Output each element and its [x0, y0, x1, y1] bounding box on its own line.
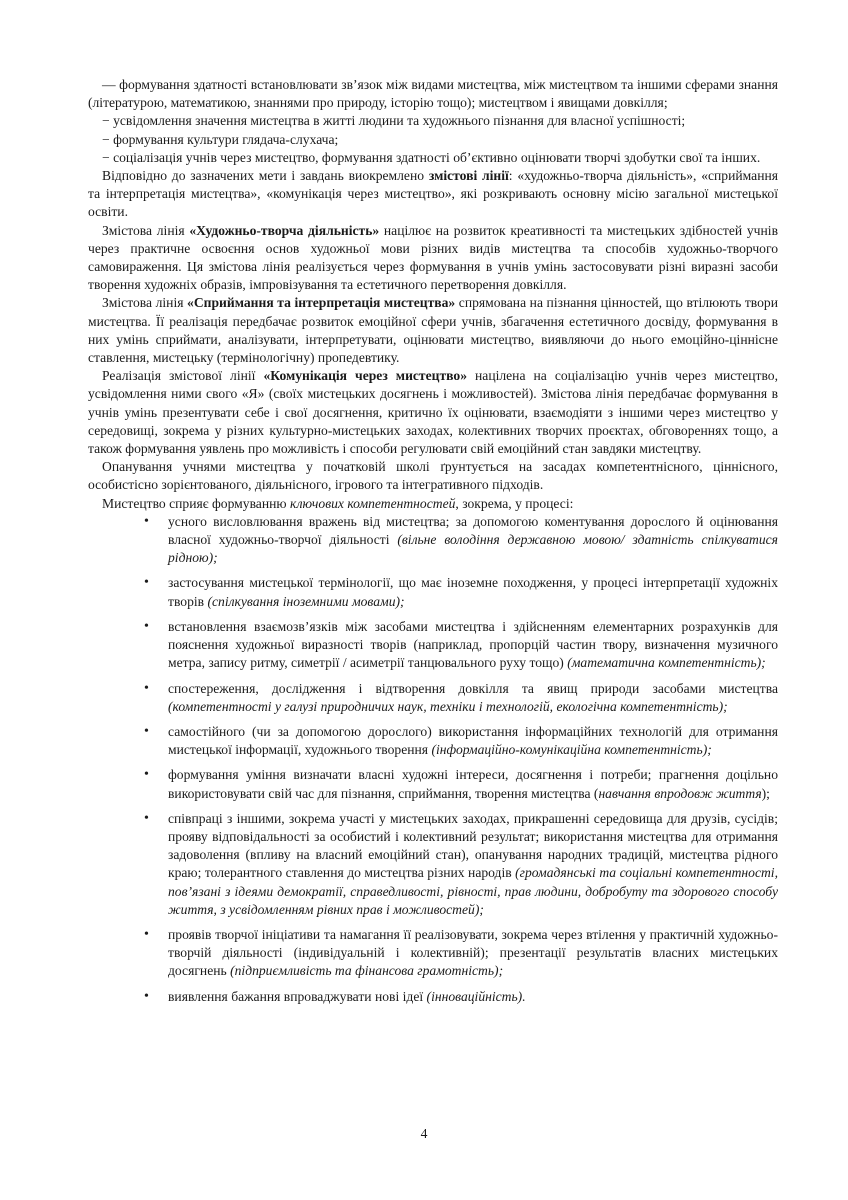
bullet-text: спостереження, дослідження і відтворення довкілля та явищ природи засобами мистецтва [168, 680, 778, 696]
text-run: націлює на розвиток креативності та мистецьких здібностей учнів через практичне освоєння основ художньої мови різних видів мистецтва та способів художньо-творчого самовираження. Ця змістова лінія реалізується через формування в учнів умінь застосовувати різні виразні засоби творення художніх образів, імпровізування та естетичного перетворення довкілля. [88, 222, 778, 293]
italic-term: ключових компетентностей [289, 495, 456, 511]
bullet-icon: • [144, 575, 149, 591]
bullet-competence: (інформаційно-комунікаційна компетентність); [431, 742, 712, 758]
text-run: Мистецтво сприяє формуванню [102, 495, 290, 511]
bullet-competence: (інноваційність). [426, 988, 526, 1004]
bullet-icon: • [144, 618, 149, 634]
bullet-competence: (вільне володіння державною мовою/ здатність спілкуватися рідною); [168, 532, 778, 566]
bold-term: «Комунікація через мистецтво» [263, 368, 467, 384]
bullet-competence: (компетентності у галузі природничих наук, техніки і технологій, екологічна компетентність); [168, 698, 728, 714]
bullet-text: усного висловлювання вражень від мистецтва; за допомогою коментування дорослого й оцінювання власної художньо-творчої діяльності [168, 513, 778, 548]
bullet-competence: (підприємливість та фінансова грамотність); [230, 963, 504, 979]
text-run: спрямована на пізнання цінностей, що втілюють твори мистецтва. Її реалізація передбачає розвиток емоційної сфери учнів, збагачення естетичного досвіду, формування в них умінь сприймати, аналізувати, інтерпретувати, оцінювати мистецтво, виявляючи до нього емоційно-ціннісне ставлення, мистецьку (термінологічну) пропедевтику. [88, 295, 778, 366]
bullet-text: встановлення взаємозв’язків між засобами мистецтва і здійсненням елементарних розрахунків для пояснення художньої виразності творів (наприклад, пропорцій частин твору, визначення музичного метра, запису ритму, симетрії / асиметрії танцювального руху тощо) [168, 618, 778, 671]
bullet-icon: • [144, 767, 149, 783]
bullet-icon: • [144, 926, 149, 942]
bullet-item [144, 810, 778, 919]
bullet-text: застосування мистецької термінології, що має іноземне походження, у процесі інтерпретації художніх творів [168, 575, 778, 609]
bullet-text: проявів творчої ініціативи та намагання її реалізовувати, зокрема через втілення у практичній художньо-творчій діяльності (індивідуальній і колективній); презентації результатів власних мистецьких досягнень [168, 926, 778, 979]
paragraph-perception [88, 294, 778, 367]
bullet-item [144, 926, 778, 981]
bullet-text: формування уміння визначати власні художні інтереси, досягнення і потреби; прагнення доцільно використовувати свій час для пізнання, сприймання, творення мистецтва ( [168, 767, 778, 801]
text-run: Реалізація змістової лінії [102, 368, 264, 384]
bold-term: змістові лінії [428, 168, 509, 184]
bullet-item [144, 766, 778, 802]
bullet-item [144, 680, 778, 716]
dash-item-3: − формування культури глядача-слухача; [102, 131, 339, 147]
text-run: націлена на соціалізацію учнів через мистецтво, усвідомлення ними свого «Я» (своїх мистецьких досягнень і можливостей). Змістова лінія передбачає формування в учнів умінь презентувати себе і свої досягнення, критично їх оцінювати, взаємодіяти з іншими через мистецтво у середовищі, зокрема у різних культурно-мистецьких заходах, колективних творчих проєктах, обговореннях тощо, а також формування уявлень про можливість і способи регулювати свій емоційний стан завдяки мистецтву. [88, 368, 778, 457]
bullet-competence: навчання впродовж життя [598, 785, 762, 801]
bullet-icon: • [144, 680, 149, 696]
bullet-icon: • [144, 988, 149, 1004]
bullet-icon: • [144, 810, 149, 826]
text-run: : «художньо-творча діяльність», «сприймання та інтерпретація мистецтва», «комунікація через мистецтво», які розкривають основну місію загальної мистецької освіти. [88, 168, 778, 220]
bold-term: «Сприймання та інтерпретація мистецтва» [187, 295, 456, 311]
bullet-item [144, 723, 778, 759]
paragraph-mastery: Опанування учнями мистецтва у початковій школі ґрунтується на засадах компетентнісного, ціннісного, особистісно зорієнтованого, діяльнісного, ігрового та інтегративного підходів. [88, 459, 778, 493]
document-page [88, 76, 778, 1013]
dash-item-4: − соціалізація учнів через мистецтво, формування здатності об’єктивно оцінювати творчі здобутки свої та інших. [102, 149, 761, 165]
paragraph-communication [88, 367, 778, 458]
bullet-competence: (громадянські та соціальні компетентності, пов’язані з ідеями демократії, справедливості, рівності, прав людини, добробуту та здорового способу життя, з усвідомленням рівних прав і можливостей); [168, 865, 778, 917]
bullet-icon: • [144, 723, 149, 739]
bullet-item [144, 574, 778, 610]
paragraph-key-competences [88, 495, 778, 513]
bullet-item [144, 618, 778, 673]
bullet-item [144, 513, 778, 568]
text-run: Змістова лінія [102, 222, 190, 238]
bullet-competence: (математична компетентність); [567, 655, 766, 671]
bold-term: «Художньо-творча діяльність» [189, 222, 380, 238]
paragraph-content-lines [88, 167, 778, 222]
text-run: Змістова лінія [102, 295, 188, 311]
bullet-tail: ); [761, 785, 770, 801]
paragraph-creative-activity [88, 222, 778, 295]
competence-bullet-list [88, 513, 778, 1006]
bullet-item [144, 988, 778, 1006]
bullet-icon: • [144, 513, 149, 529]
dash-item-2: − усвідомлення значення мистецтва в житті людини та художнього пізнання для власної успішності; [102, 113, 686, 129]
text-run: , зокрема, у процесі: [455, 495, 574, 511]
bullet-text: співпраці з іншими, зокрема участі у мистецьких заходах, прикрашенні середовища для друзів, сусідів; прояву відповідальності за особистий і колективний результат; використання мистецтва для отримання задоволення (впливу на власний емоційний стан), опанування народних традицій, мистецтва рідного краю; толерантного ставлення до мистецтва різних народів [168, 810, 778, 881]
page-number: 4 [420, 1126, 428, 1141]
dash-item-1: — формування здатності встановлювати зв’язок між видами мистецтва, між мистецтвом та іншими сферами знання (літературою, математикою, знаннями про природу, історію тощо); мистецтвом і явищами довкілля; [88, 77, 778, 111]
bullet-text: самостійного (чи за допомогою дорослого) використання інформаційних технологій для отримання мистецької інформації, художнього творення [168, 723, 778, 758]
bullet-competence: (спілкування іноземними мовами); [207, 593, 405, 609]
bullet-text: виявлення бажання впроваджувати нові ідеї [168, 988, 427, 1004]
text-run: Відповідно до зазначених мети і завдань виокремлено [102, 168, 429, 184]
